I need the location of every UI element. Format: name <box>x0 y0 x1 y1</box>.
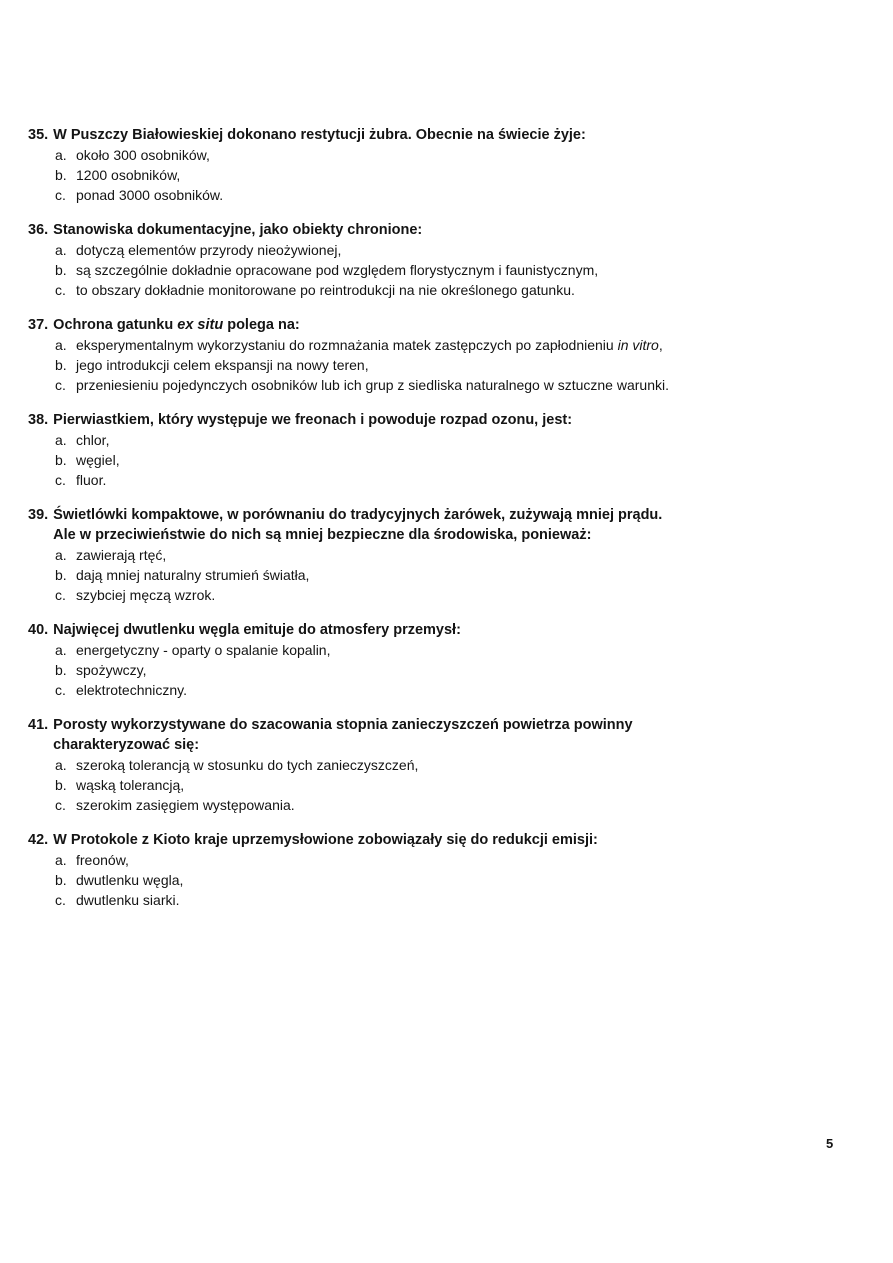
answer-option <box>55 870 828 890</box>
answer-list <box>28 145 828 205</box>
question-number: 39. <box>28 507 49 523</box>
answer-letter: a. <box>55 757 67 773</box>
italic-term: in vitro <box>617 337 659 353</box>
text-run: Porosty wykorzystywane do szacowania stopnia zanieczyszczeń powietrza powinny <box>53 717 633 733</box>
answer-letter: b. <box>55 167 67 183</box>
answer-text <box>76 452 120 468</box>
answer-list <box>28 850 828 910</box>
question-number: 42. <box>28 832 49 848</box>
answer-text <box>76 187 223 203</box>
answer-text <box>76 892 180 908</box>
answer-text <box>76 167 180 183</box>
question-text <box>53 620 828 640</box>
text-run: to obszary dokładnie monitorowane po reintrodukcji na nie określonego gatunku. <box>76 282 575 298</box>
question-text <box>53 315 828 335</box>
question-heading <box>28 315 828 335</box>
answer-text <box>76 642 330 658</box>
text-run: W Protokole z Kioto kraje uprzemysłowione zobowiązały się do redukcji emisji: <box>53 832 598 848</box>
text-run: elektrotechniczny. <box>76 682 188 698</box>
answer-text <box>76 547 166 563</box>
answer-text <box>76 872 183 888</box>
answer-letter: b. <box>55 567 67 583</box>
text-run: dwutlenku węgla, <box>76 872 184 888</box>
text-run: Najwięcej dwutlenku węgla emituje do atmosfery przemysł: <box>53 622 461 638</box>
answer-text <box>76 147 210 163</box>
answer-option <box>55 355 828 375</box>
question-list <box>28 125 828 925</box>
text-run: eksperymentalnym wykorzystaniu do rozmnażania matek zastępczych po zapłodnieniu <box>76 337 618 353</box>
answer-letter: a. <box>55 242 67 258</box>
text-run: energetyczny - oparty o spalanie kopalin, <box>76 642 331 658</box>
question-block <box>28 315 828 395</box>
answer-text <box>76 852 129 868</box>
answer-text <box>76 662 147 678</box>
answer-letter: c. <box>55 377 66 393</box>
text-run: są szczególnie dokładnie opracowane pod względem florystycznym i faunistycznym, <box>76 262 599 278</box>
question-number: 38. <box>28 412 49 428</box>
answer-letter: a. <box>55 337 67 353</box>
question-number: 41. <box>28 717 49 733</box>
text-run: ponad 3000 osobników. <box>76 187 224 203</box>
answer-text <box>76 777 184 793</box>
answer-option <box>55 430 828 450</box>
answer-option <box>55 660 828 680</box>
text-run: szybciej męczą wzrok. <box>76 587 216 603</box>
answer-option <box>55 185 828 205</box>
text-run: Ochrona gatunku <box>53 317 178 333</box>
question-number: 40. <box>28 622 49 638</box>
text-run: jego introdukcji celem ekspansji na nowy teren, <box>76 357 369 373</box>
question-number: 36. <box>28 222 49 238</box>
answer-text <box>76 757 418 773</box>
question-block <box>28 830 828 910</box>
question-heading <box>28 220 828 240</box>
question-block <box>28 220 828 300</box>
answer-text <box>76 587 215 603</box>
answer-list <box>28 430 828 490</box>
answer-option <box>55 470 828 490</box>
answer-option <box>55 165 828 185</box>
answer-option <box>55 795 828 815</box>
text-run: W Puszczy Białowieskiej dokonano restytucji żubra. Obecnie na świecie żyje: <box>53 127 586 143</box>
answer-text <box>76 432 109 448</box>
answer-option <box>55 280 828 300</box>
question-block <box>28 505 828 605</box>
answer-option <box>55 335 828 355</box>
answer-letter: a. <box>55 147 67 163</box>
answer-list <box>28 640 828 700</box>
answer-text <box>76 682 187 698</box>
answer-option <box>55 375 828 395</box>
text-run: Stanowiska dokumentacyjne, jako obiekty chronione: <box>53 222 423 238</box>
answer-option <box>55 545 828 565</box>
answer-option <box>55 680 828 700</box>
question-block <box>28 410 828 490</box>
answer-text <box>76 262 598 278</box>
text-run: Ale w przeciwieństwie do nich są mniej bezpieczne dla środowiska, ponieważ: <box>53 527 592 543</box>
answer-letter: a. <box>55 642 67 658</box>
answer-text <box>76 357 369 373</box>
answer-text <box>76 377 669 393</box>
answer-option <box>55 775 828 795</box>
answer-list <box>28 545 828 605</box>
italic-term: ex situ <box>177 317 224 333</box>
answer-letter: c. <box>55 472 66 488</box>
answer-option <box>55 145 828 165</box>
answer-option <box>55 640 828 660</box>
answer-letter: c. <box>55 682 66 698</box>
question-text <box>53 410 828 430</box>
question-block <box>28 125 828 205</box>
answer-option <box>55 585 828 605</box>
text-run: polega na: <box>223 317 300 333</box>
question-text <box>53 505 828 545</box>
question-heading <box>28 715 828 755</box>
text-run: dotyczą elementów przyrody nieożywionej, <box>76 242 342 258</box>
question-number: 37. <box>28 317 49 333</box>
question-text <box>53 125 828 145</box>
answer-letter: b. <box>55 777 67 793</box>
answer-letter: c. <box>55 892 66 908</box>
answer-letter: b. <box>55 452 67 468</box>
text-run: charakteryzować się: <box>53 737 200 753</box>
text-run: freonów, <box>76 852 129 868</box>
question-heading <box>28 410 828 430</box>
answer-text <box>76 567 309 583</box>
text-run: dwutlenku siarki. <box>76 892 180 908</box>
question-heading <box>28 830 828 850</box>
answer-letter: b. <box>55 872 67 888</box>
answer-list <box>28 240 828 300</box>
text-run: spożywczy, <box>76 662 147 678</box>
text-run: szeroką tolerancją w stosunku do tych zanieczyszczeń, <box>76 757 419 773</box>
text-run: wąską tolerancją, <box>76 777 185 793</box>
text-run: Świetlówki kompaktowe, w porównaniu do tradycyjnych żarówek, zużywają mniej prądu. <box>53 507 663 523</box>
question-block <box>28 715 828 815</box>
text-run: około 300 osobników, <box>76 147 210 163</box>
answer-option <box>55 450 828 470</box>
answer-option <box>55 850 828 870</box>
answer-letter: b. <box>55 357 67 373</box>
question-text <box>53 830 828 850</box>
question-text <box>53 220 828 240</box>
text-run: 1200 osobników, <box>76 167 181 183</box>
answer-letter: b. <box>55 662 67 678</box>
answer-option <box>55 260 828 280</box>
question-number: 35. <box>28 127 49 143</box>
question-heading <box>28 505 828 545</box>
text-run: , <box>658 337 663 353</box>
answer-letter: c. <box>55 282 66 298</box>
page-number: 5 <box>826 1136 834 1151</box>
text-run: chlor, <box>76 432 110 448</box>
answer-letter: a. <box>55 852 67 868</box>
answer-text <box>76 797 295 813</box>
answer-text <box>76 242 341 258</box>
text-run: zawierają rtęć, <box>76 547 167 563</box>
answer-text <box>76 282 575 298</box>
answer-list <box>28 335 828 395</box>
text-run: Pierwiastkiem, który występuje we freonach i powoduje rozpad ozonu, jest: <box>53 412 573 428</box>
answer-text <box>76 472 106 488</box>
answer-option <box>55 565 828 585</box>
text-run: szerokim zasięgiem występowania. <box>76 797 295 813</box>
question-heading <box>28 125 828 145</box>
text-run: fluor. <box>76 472 107 488</box>
answer-option <box>55 755 828 775</box>
text-run: dają mniej naturalny strumień światła, <box>76 567 310 583</box>
answer-letter: c. <box>55 587 66 603</box>
answer-letter: c. <box>55 187 66 203</box>
question-heading <box>28 620 828 640</box>
answer-list <box>28 755 828 815</box>
answer-letter: c. <box>55 797 66 813</box>
answer-option <box>55 890 828 910</box>
answer-letter: b. <box>55 262 67 278</box>
answer-letter: a. <box>55 432 67 448</box>
question-text <box>53 715 828 755</box>
question-block <box>28 620 828 700</box>
answer-text <box>76 337 663 353</box>
answer-option <box>55 240 828 260</box>
text-run: przeniesieniu pojedynczych osobników lub ich grup z siedliska naturalnego w sztuczne warunki. <box>76 377 669 393</box>
answer-letter: a. <box>55 547 67 563</box>
text-run: węgiel, <box>76 452 120 468</box>
